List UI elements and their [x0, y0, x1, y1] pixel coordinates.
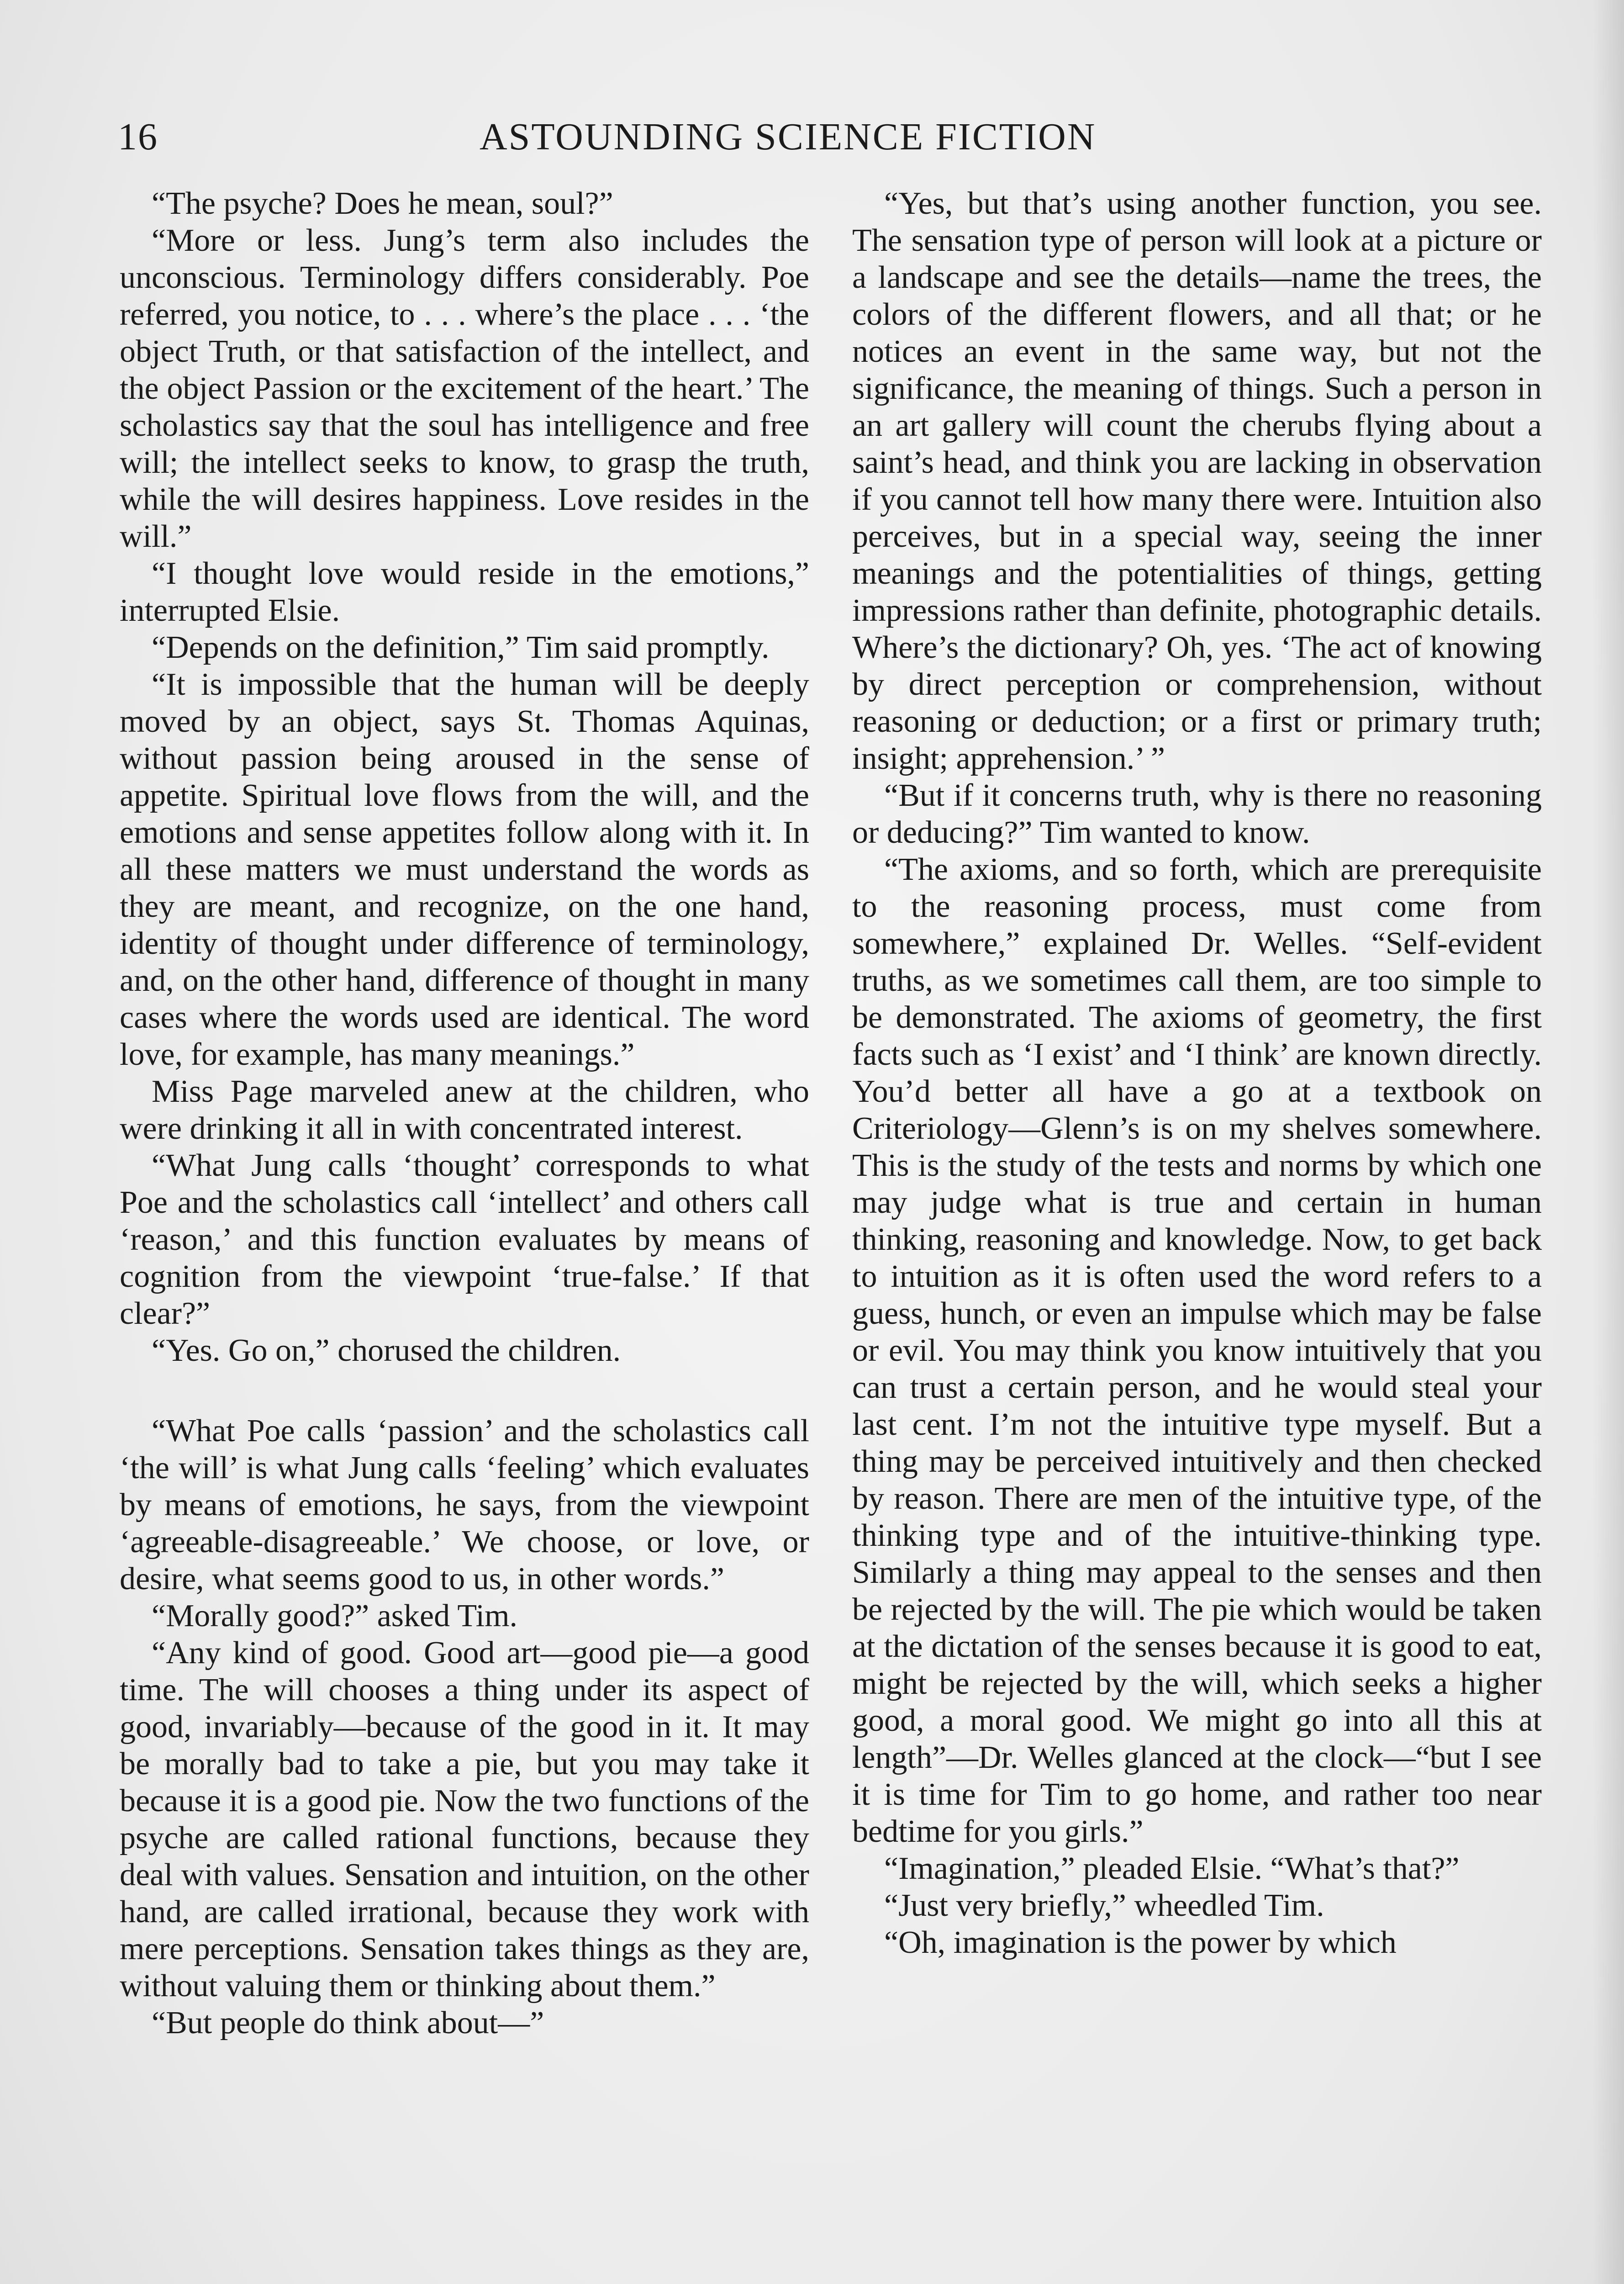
paragraph: “What Poe calls ‘passion’ and the scholastics call ‘the will’ is what Jung calls ‘feeling’ which evaluates by means of emotions, he says, from the viewpoint ‘agreeable-disagreeable.’ We choose, or love, or desire, what seems good to us, in other words.”	[120, 1413, 809, 1597]
paragraph: “Imagination,” pleaded Elsie. “What’s that?”	[884, 1851, 1460, 1886]
paragraph: “The axioms, and so forth, which are prerequisite to the reasoning process, must come from somewhere,” explained Dr. Welles. “Self-evident truths, as we sometimes call them, are too simple to be demonstrated. The axioms of geometry, the first facts such as ‘I exist’ and ‘I think’ are known directly. You’d better all have a go at a textbook on Criteriology—Glenn’s is on my shelves somewhere. This is the study of the tests and norms by which one may judge what is true and certain in human thinking, reasoning and knowledge. Now, to get back to intuition as it is often used the word refers to a guess, hunch, or even an impulse which may be false or evil. You may think you know intuitively that you can trust a certain person, and he would steal your last cent. I’m not the intuitive type myself. But a thing may be perceived intuitively and then checked by reason. There are men of the intuitive type, of the thinking type and of the intuitive-thinking type. Similarly a thing may appeal to the senses and then be rejected by the will. The pie which would be taken at the dictation of the senses because it is good to eat, might be rejected by the will, which seeks a higher good, a moral good. We might go into all this at length”—Dr. Welles glanced at the clock—“but I see it is time for Tim to go home, and rather too near bedtime for you girls.”	[852, 852, 1542, 1849]
paragraph: “Any kind of good. Good art—good pie—a good time. The will chooses a thing under its aspect of good, invariably—because of the good in it. It may be morally bad to take a pie, but you may take it because it is a good pie. Now the two functions of the psyche are called rational functions, because they deal with values. Sensation and intuition, on the other hand, are called irrational, because they work with mere perceptions. Sensation takes things as they are, without valuing them or thinking about them.”	[120, 1635, 809, 2004]
left-column	[120, 185, 809, 2041]
paragraph: “It is impossible that the human will be deeply moved by an object, says St. Thomas Aquinas, without passion being aroused in the sense of appetite. Spiritual love flows from the will, and the emotions and sense appetites follow along with it. In all these matters we must understand the words as they are meant, and recognize, on the one hand, identity of thought under difference of terminology, and, on the other hand, difference of thought in many cases where the words used are identical. The word love, for example, has many meanings.”	[120, 667, 809, 1072]
paragraph: “But if it concerns truth, why is there no reasoning or deducing?” Tim wanted to know.	[852, 778, 1542, 850]
paragraph: “Morally good?” asked Tim.	[152, 1598, 518, 1634]
paragraph: Miss Page marveled anew at the children, who were drinking it all in with concentrated interest.	[120, 1074, 809, 1146]
page-edge-shadow	[1592, 0, 1624, 2284]
paragraph: “Just very briefly,” wheedled Tim.	[884, 1888, 1324, 1923]
page-header	[118, 110, 1543, 174]
running-title: ASTOUNDING SCIENCE FICTION	[480, 116, 1097, 158]
paragraph: “The psyche? Does he mean, soul?”	[152, 186, 613, 221]
paragraph: “Yes. Go on,” chorused the children.	[152, 1333, 621, 1368]
paragraph: “Oh, imagination is the power by which	[884, 1925, 1397, 1960]
right-column	[852, 185, 1542, 1961]
paragraph: “I thought love would reside in the emotions,” interrupted Elsie.	[120, 556, 809, 628]
paragraph: “What Jung calls ‘thought’ corresponds to what Poe and the scholastics call ‘intellect’ and others call ‘reason,’ and this function evaluates by means of cognition from the viewpoint ‘true-false.’ If that clear?”	[120, 1148, 809, 1331]
paragraph: “Depends on the definition,” Tim said promptly.	[152, 630, 770, 665]
page-number: 16	[118, 116, 158, 158]
paragraph: “But people do think about—”	[152, 2005, 544, 2041]
paragraph: “Yes, but that’s using another function, you see. The sensation type of person will look at a picture or a landscape and see the details—name the trees, the colors of the different flowers, and all that; or he notices an event in the same way, but not the significance, the meaning of things. Such a person in an art gallery will count the cherubs flying about a saint’s head, and think you are lacking in observation if you cannot tell how many there were. Intuition also perceives, but in a special way, seeing the inner meanings and the potentialities of things, getting impressions rather than definite, photographic details. Where’s the dictionary? Oh, yes. ‘The act of knowing by direct perception or comprehension, without reasoning or deduction; or a first or primary truth; insight; apprehension.’ ”	[852, 186, 1542, 776]
paragraph: “More or less. Jung’s term also includes the unconscious. Terminology differs considerably. Poe referred, you notice, to . . . where’s the place . . . ‘the object Truth, or that satisfaction of the intellect, and the object Passion or the excitement of the heart.’ The scholastics say that the soul has intelligence and free will; the intellect seeks to know, to grasp the truth, while the will desires happiness. Love resides in the will.”	[120, 223, 809, 554]
